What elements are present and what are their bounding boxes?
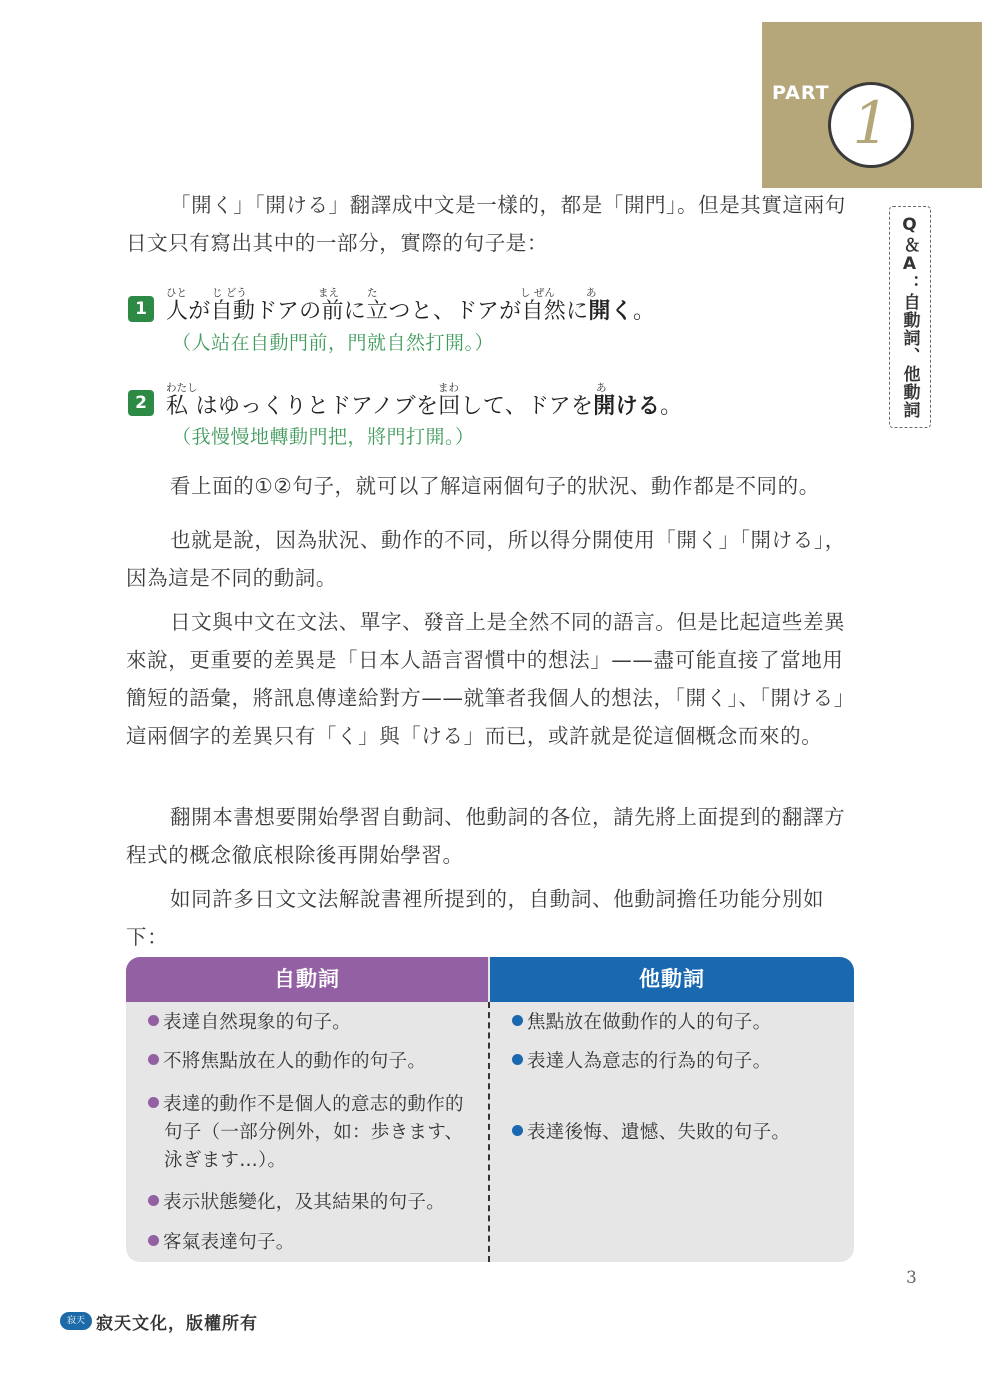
part-label: PART bbox=[772, 82, 830, 104]
item-text: 不將焦點放在人的動作的句子。 bbox=[163, 1051, 427, 1072]
item-text: 表達自然現象的句子。 bbox=[163, 1012, 352, 1033]
intransitive-item-5 bbox=[148, 1229, 478, 1257]
part-number: 1 bbox=[852, 89, 890, 157]
transitive-header: 他動詞 bbox=[490, 957, 854, 1002]
intransitive-header: 自動詞 bbox=[126, 957, 488, 1002]
publisher-footer bbox=[60, 1308, 258, 1334]
ruby-jidou: じ どう bbox=[212, 287, 247, 299]
paragraph-3: 日文與中文在文法、單字、發音上是全然不同的語言。但是比起這些差異來說，更重要的差異是「日本人語言習慣中的想法」——盡可能直接了當地用簡短的語彙，將訊息傳達給對方——就筆者我個人的想法，「開く」、「開ける」這兩個字的差異只有「く」與「ける」而已，或許就是從這個概念而來的。 bbox=[126, 610, 855, 748]
example-1-japanese bbox=[166, 294, 655, 325]
bullet-icon bbox=[512, 1054, 523, 1065]
item-text: 表示狀態變化，及其結果的句子。 bbox=[163, 1192, 446, 1213]
paragraph-2: 也就是說，因為狀況、動作的不同，所以得分開使用「開く」「開ける」，因為這是不同的動詞。 bbox=[126, 528, 846, 590]
page-number: 3 bbox=[906, 1268, 917, 1288]
bullet-icon bbox=[512, 1125, 523, 1136]
transitive-item-1 bbox=[512, 1009, 842, 1037]
bullet-icon bbox=[148, 1015, 159, 1026]
ruby-ta: た bbox=[367, 287, 378, 299]
intransitive-item-4 bbox=[148, 1189, 478, 1217]
intro-paragraph: 「開く」「開ける」翻譯成中文是一樣的，都是「開門」。但是其實這兩句日文只有寫出其中的一部分，實際的句子是： bbox=[126, 193, 846, 255]
intransitive-item-3 bbox=[148, 1091, 482, 1175]
transitive-item-3 bbox=[512, 1119, 842, 1147]
paragraph-4: 翻開本書想要開始學習自動詞、他動詞的各位，請先將上面提到的翻譯方程式的概念徹底根除後再開始學習。 bbox=[126, 805, 846, 867]
ruby-a2: あ bbox=[596, 382, 607, 394]
example-1-text: 人が自動ドアの前に立つと、ドアが自然に bbox=[166, 299, 589, 324]
ruby-shizen: し ぜん bbox=[520, 287, 555, 299]
example-2-end: 。 bbox=[660, 394, 683, 419]
publisher-logo-icon: 寂天 bbox=[60, 1312, 92, 1330]
bullet-icon bbox=[148, 1097, 159, 1108]
example-1-translation: （人站在自動門前，門就自然打開。） bbox=[172, 332, 495, 354]
verb-comparison-table bbox=[126, 957, 854, 1262]
paragraph-1: 看上面的①②句子，就可以了解這兩個句子的狀況、動作都是不同的。 bbox=[170, 474, 820, 498]
example-2-translation: （我慢慢地轉動門把，將門打開。） bbox=[172, 426, 475, 448]
example-badge-1: 1 bbox=[128, 296, 154, 322]
item-text: 表達後悔、遺憾、失敗的句子。 bbox=[527, 1122, 791, 1143]
ruby-a: あ bbox=[586, 287, 597, 299]
example-2-japanese bbox=[166, 389, 682, 420]
item-text: 焦點放在做動作的人的句子。 bbox=[527, 1012, 772, 1033]
ruby-watashi: わたし bbox=[166, 382, 198, 394]
example-2-verb: 開ける bbox=[593, 394, 661, 419]
ruby-mawa: まわ bbox=[438, 382, 459, 394]
example-1-verb: 開く bbox=[588, 299, 633, 324]
copyright-text: 寂天文化，版權所有 bbox=[96, 1313, 258, 1334]
ruby-hito: ひと bbox=[166, 287, 187, 299]
example-badge-2: 2 bbox=[128, 390, 154, 416]
bullet-icon bbox=[148, 1054, 159, 1065]
bullet-icon bbox=[148, 1235, 159, 1246]
intransitive-item-2 bbox=[148, 1048, 478, 1076]
example-1-end: 。 bbox=[633, 299, 656, 324]
item-text: 客氣表達句子。 bbox=[163, 1232, 295, 1253]
item-text: 表達人為意志的行為的句子。 bbox=[527, 1051, 772, 1072]
ruby-mae: まえ bbox=[318, 287, 339, 299]
bullet-icon bbox=[512, 1015, 523, 1026]
intransitive-item-1 bbox=[148, 1009, 478, 1037]
bullet-icon bbox=[148, 1195, 159, 1206]
example-2-text: 私 はゆっくりとドアノブを回して、ドアを bbox=[166, 394, 594, 419]
item-text: 表達的動作不是個人的意志的動作的句子（一部分例外，如：歩きます、泳ぎます…）。 bbox=[163, 1094, 464, 1171]
paragraph-5: 如同許多日文文法解說書裡所提到的，自動詞、他動詞擔任功能分別如下： bbox=[126, 887, 825, 949]
chapter-side-tab: Q＆A：自動詞、他動詞 bbox=[889, 206, 931, 428]
transitive-item-2 bbox=[512, 1048, 842, 1076]
table-divider bbox=[488, 1002, 490, 1262]
